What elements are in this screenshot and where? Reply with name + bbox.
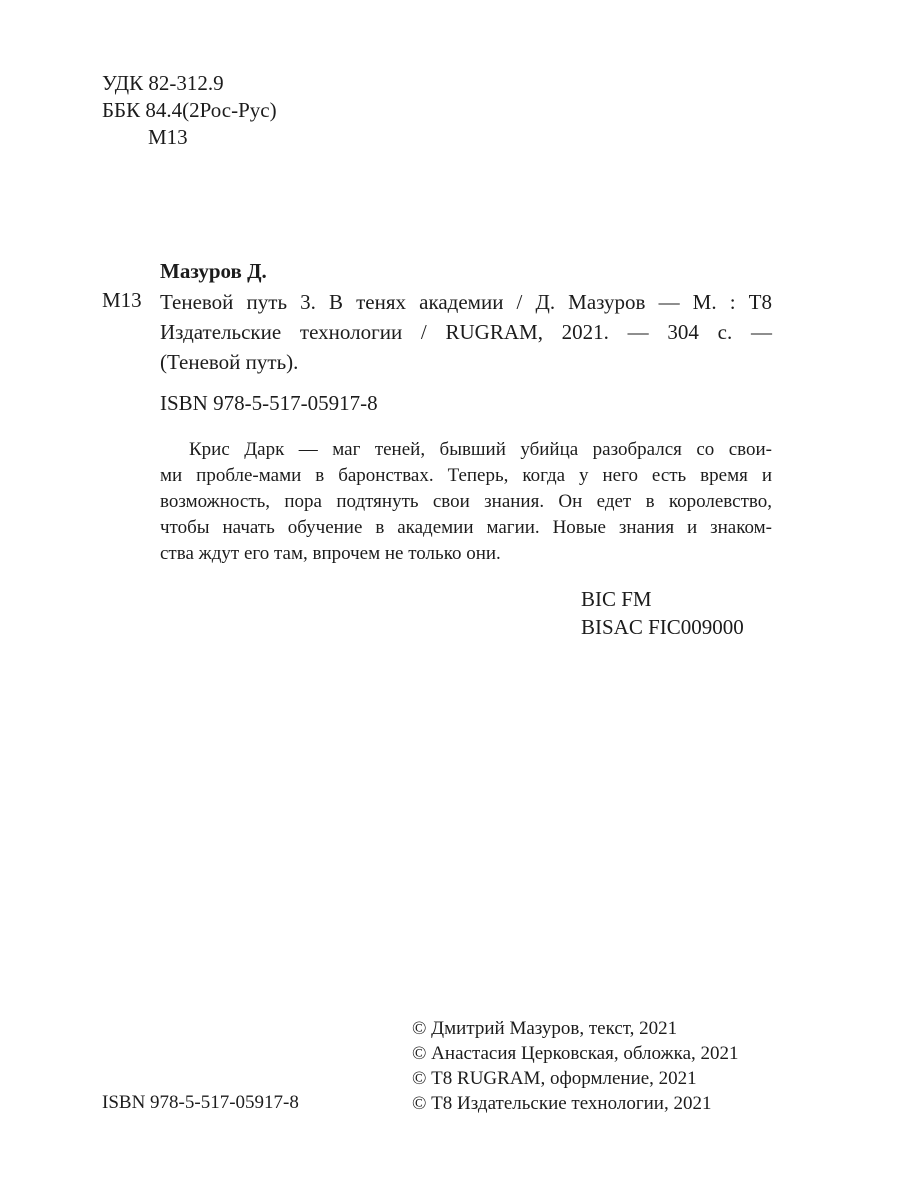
author-name: Мазуров Д.	[160, 259, 267, 283]
description-line: Издательские технологии / RUGRAM, 2021. — 304 с. —	[160, 320, 772, 344]
copyright-line: © Т8 RUGRAM, оформление, 2021	[412, 1068, 697, 1089]
copyright-block	[412, 1016, 739, 1116]
annotation-line: чтобы начать обучение в академии магии. Новые знания и знаком-	[160, 517, 772, 538]
subject-codes	[581, 585, 744, 641]
classification-codes	[102, 70, 277, 151]
isbn: ISBN 978-5-517-05917-8	[160, 391, 378, 415]
annotation-line: возможность, пора подтянуть свои знания. Он едет в королевство,	[160, 491, 772, 512]
copyright-line: © Анастасия Церковская, обложка, 2021	[412, 1043, 739, 1064]
bibliographic-description	[160, 287, 772, 377]
annotation	[160, 437, 772, 567]
copyright-line: © Дмитрий Мазуров, текст, 2021	[412, 1018, 678, 1039]
description-line: (Теневой путь).	[160, 350, 299, 374]
udk-code: УДК 82-312.9	[102, 71, 224, 95]
copyright-line: © Т8 Издательские технологии, 2021	[412, 1093, 712, 1114]
annotation-line: ства ждут его там, впрочем не только они.	[160, 543, 501, 564]
author-mark: М13	[102, 288, 142, 312]
bic-code: BIC FM	[581, 587, 652, 611]
annotation-line: Крис Дарк — маг теней, бывший убийца разобрался со свои-	[189, 439, 772, 460]
author-mark-code: М13	[148, 125, 188, 149]
description-line: Теневой путь 3. В тенях академии / Д. Мазуров — М. : Т8	[160, 290, 772, 314]
footer-isbn: ISBN 978-5-517-05917-8	[102, 1092, 299, 1113]
annotation-line: ми пробле-мами в баронствах. Теперь, когда у него есть время и	[160, 465, 772, 486]
bbk-code: ББК 84.4(2Рос-Рус)	[102, 98, 277, 122]
bisac-code: BISAC FIC009000	[581, 615, 744, 639]
